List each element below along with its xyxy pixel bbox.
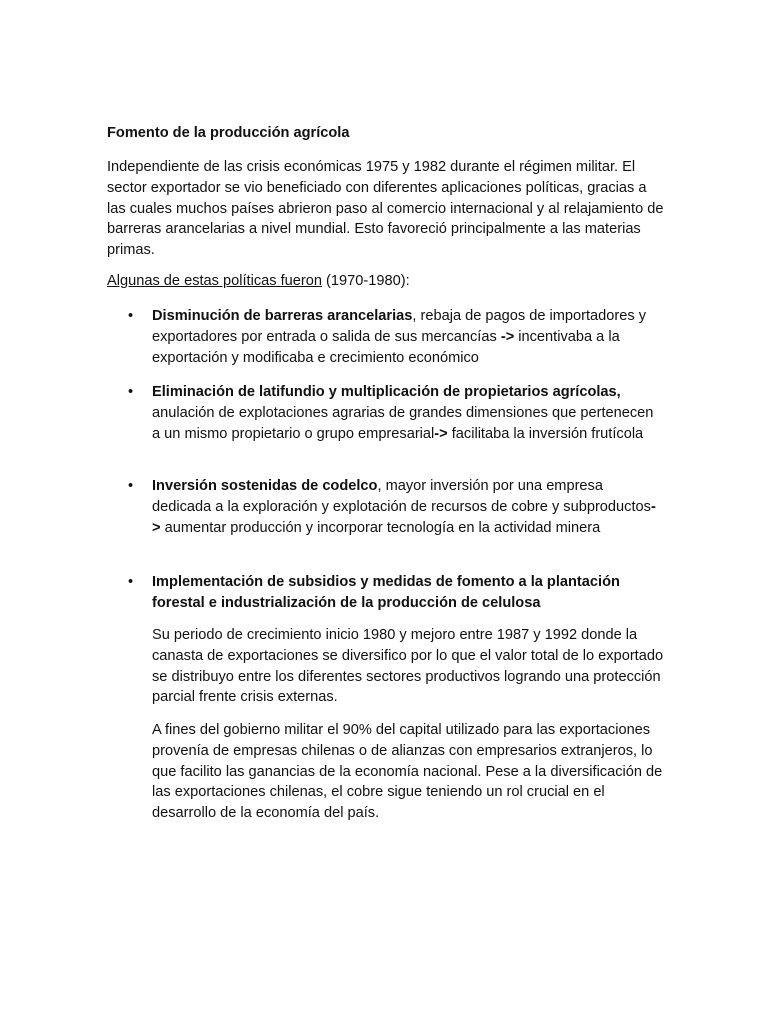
policy-effect: aumentar producción y incorporar tecnología en la actividad minera: [160, 519, 601, 536]
intro-paragraph: Independiente de las crisis económicas 1975 y 1982 durante el régimen militar. El sector exportador se vio beneficiado con diferentes aplicaciones políticas, gracias a las cuales muchos países abrieron paso al comercio internacional y al relajamiento de barreras arancelarias a nivel mundial. Esto favoreció principalmente a las materias primas.: [107, 159, 664, 259]
policies-lead-period: (1970-1980):: [322, 273, 410, 289]
policy-item-latifundio: [128, 382, 664, 444]
policy-item-tariff-reduction: [128, 306, 664, 368]
policy-title: Disminución de barreras arancelarias: [152, 308, 413, 324]
policy-item-codelco: [128, 476, 664, 538]
growth-paragraph: Su periodo de crecimiento inicio 1980 y mejoro entre 1987 y 1992 donde la canasta de exportaciones se diversifico por lo que el valor total de lo exportado se distribuyo entre los diferentes sectores productivos logrando una protección parcial frente crisis externas.: [152, 627, 664, 706]
policy-effect: incentivaba a la exportación y modificaba e crecimiento económico: [152, 328, 620, 366]
arrow-marker: ->: [434, 425, 448, 442]
bullet-icon: •: [128, 384, 134, 400]
policy-title: Eliminación de latifundio y multiplicación de propietarios agrícolas,: [152, 384, 621, 400]
arrow-marker: ->: [500, 328, 515, 345]
policy-title: Implementación de subsidios y medidas de fomento a la plantación forestal e industrialización de la producción de celulosa: [152, 574, 620, 611]
bullet-icon: •: [128, 478, 134, 494]
bullet-icon: •: [128, 574, 134, 590]
capital-paragraph: A fines del gobierno militar el 90% del capital utilizado para las exportaciones provenía de empresas chilenas o de alianzas con empresarios extranjeros, lo que facilito las ganancias de la economía nacional. Pese a la diversificación de las exportaciones chilenas, el cobre sigue teniendo un rol crucial en el desarrollo de la economía del país.: [152, 722, 663, 822]
policy-effect: facilitaba la inversión frutícola: [447, 425, 644, 442]
policy-description: , mayor inversión por una empresa dedicada a la exploración y explotación de recursos de cobre y subproductos: [152, 478, 651, 515]
arrow-marker: ->: [152, 498, 656, 536]
section-heading: Fomento de la producción agrícola: [107, 125, 350, 141]
policy-item-forestry: [128, 572, 664, 614]
policies-lead: [107, 271, 667, 292]
policy-description: , rebaja de pagos de importadores y exportadores por entrada o salida de sus mercancías: [152, 308, 647, 345]
policies-lead-underlined: Algunas de estas políticas fueron: [107, 273, 322, 289]
bullet-icon: •: [128, 308, 134, 324]
policy-description: anulación de explotaciones agrarias de grandes dimensiones que pertenecen a un mismo propietario o grupo empresarial: [152, 404, 654, 442]
policy-title: Inversión sostenidas de codelco: [152, 478, 378, 494]
